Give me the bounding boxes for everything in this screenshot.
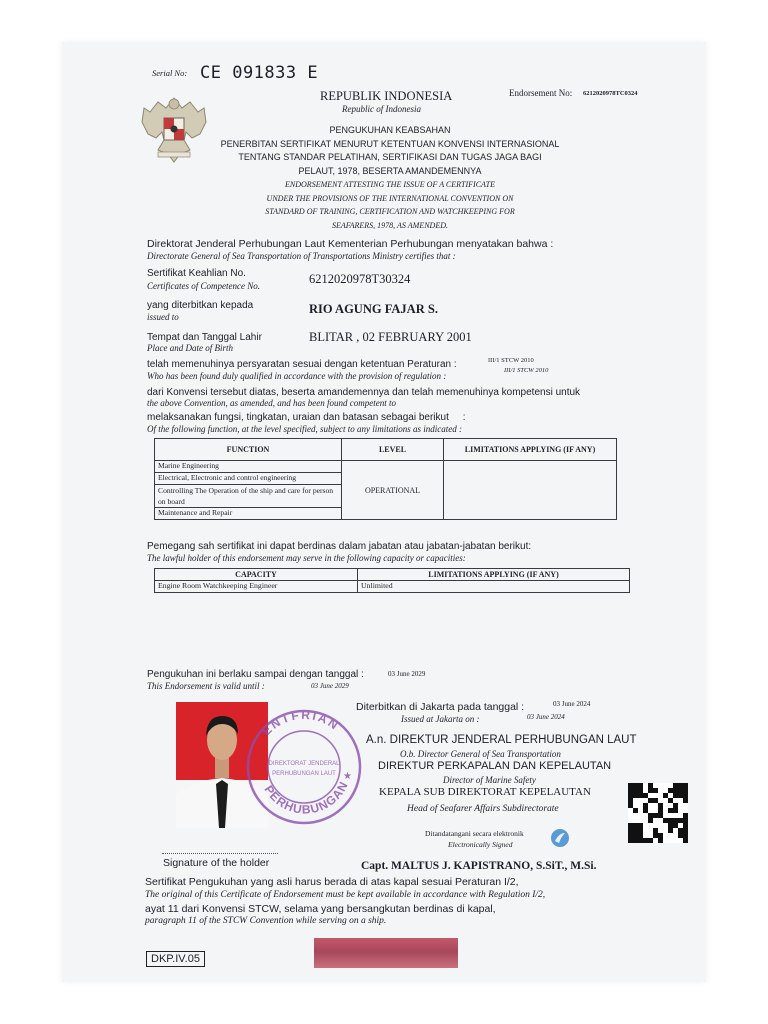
serial-number: CE 091833 E	[200, 63, 319, 83]
convention-text-en: the above Convention, as amended, and has been found competent to	[147, 398, 396, 408]
issue-date-en: 03 June 2024	[527, 713, 565, 721]
qr-module	[648, 818, 653, 823]
issued-text-en: Issued at Jakarta on :	[401, 714, 480, 724]
country-title-en: Republic of Indonesia	[342, 104, 421, 114]
qualified-text-en: Who has been found duly qualified in accordance with the provision of regulation :	[147, 371, 447, 381]
signatory-line-6: Head of Seafarer Affairs Subdirectorate	[407, 804, 559, 814]
capacity-header: CAPACITY	[155, 569, 358, 581]
functions-intro-en: Of the following function, at the level specified, subject to any limitations as indicated :	[147, 424, 462, 434]
esign-label: Ditandatangani secara elektronik	[425, 829, 524, 838]
function-cell: Maintenance and Repair	[155, 508, 342, 520]
signatory-line-1: A.n. DIREKTUR JENDERAL PERHUBUNGAN LAUT	[366, 734, 637, 746]
issued-to-label-en: issued to	[147, 312, 179, 322]
footer-text-id-1: Sertifikat Pengukuhan yang asli harus berada di atas kapal sesuai Peraturan I/2,	[145, 876, 519, 888]
footer-text-id-2: ayat 11 dari Konvensi STCW, selama yang bersangkutan berdinas di kapal,	[145, 903, 496, 915]
birth-label-en: Place and Date of Birth	[147, 343, 233, 353]
coc-label-en: Certificates of Competence No.	[147, 281, 260, 291]
convention-text-id: dari Konvensi tersebut diatas, beserta amandemennya dan telah memenuhinya kompetensi untuk	[147, 387, 581, 398]
endorsement-number: 6212020978TC0324	[583, 90, 638, 97]
limitations-header: LIMITATIONS APPLYING (IF ANY)	[444, 439, 617, 461]
validity-text-id: Pengukuhan ini berlaku sampai dengan tanggal :	[147, 669, 364, 680]
coc-label: Sertifikat Keahlian No.	[147, 268, 246, 279]
qr-module	[633, 808, 638, 813]
issued-text-id: Diterbitkan di Jakarta pada tanggal :	[356, 701, 525, 713]
table-row	[155, 581, 630, 593]
esign-badge-icon	[551, 829, 569, 847]
signatory-line-5: KEPALA SUB DIREKTORAT KEPELAUTAN	[379, 786, 591, 798]
capacity-limit-cell: Unlimited	[358, 581, 630, 593]
qr-module	[683, 838, 688, 843]
birth-value: BLITAR , 02 FEBRUARY 2001	[309, 330, 472, 344]
certifies-text-en: Directorate General of Sea Transportation of Transportations Ministry certifies that :	[147, 251, 456, 261]
endorsement-title-id: PENGUKUHAN KEABSAHAN PENERBITAN SERTIFIKAT MENURUT KETENTUAN KONVENSI INTERNASIONAL TENTANG STANDAR PELATIHAN, SERTIFIKASI DAN TUGAS JAGA BAGI PELAUT, 1978, BESERTA AMANDEMENNYA	[220, 125, 560, 176]
endorsement-label: Endorsement No:	[509, 88, 573, 98]
stamp-text-top: ENTFRIAN	[259, 707, 343, 739]
regulation-ref: III/1 STCW 2010	[488, 357, 534, 364]
footer-text-en-1: The original of this Certificate of Endorsement must be kept available in accordance with Regulation I/2,	[145, 890, 546, 900]
capacity-table	[154, 568, 630, 593]
stamp-inner-2: PERHUBUNGAN LAUT	[272, 771, 336, 777]
function-cell: Controlling The Operation of the ship and care for person on board	[155, 485, 342, 508]
endorsement-title-en: ENDORSEMENT ATTESTING THE ISSUE OF A CERTIFICATE UNDER THE PROVISIONS OF THE INTERNATIONAL CONVENTION ON STANDARD OF TRAINING, CERTIFICATION AND WATCHKEEPING FOR SEAFARERS, 1978, AS AMENDED.	[265, 180, 515, 230]
valid-until-date-en: 03 June 2029	[311, 682, 349, 690]
stamp-inner-1: DIREKTORAT JENDERAL	[268, 761, 340, 767]
birth-label: Tempat dan Tanggal Lahir	[147, 332, 262, 343]
holder-signature-label: Signature of the holder	[163, 857, 270, 869]
limitations-cell	[444, 461, 617, 520]
capacity-intro-id: Pemegang sah sertifikat ini dapat berdinas dalam jabatan atau jabatan-jabatan berikut:	[147, 541, 532, 552]
qualified-text-id: telah memenuhinya persyaratan sesuai dengan ketentuan Peraturan :	[147, 359, 457, 370]
issue-date: 03 June 2024	[553, 700, 591, 708]
esign-label-en: Electronically Signed	[448, 840, 513, 849]
signatory-line-4: Director of Marine Safety	[443, 775, 536, 785]
qr-module	[658, 838, 663, 843]
capacity-cell: Engine Room Watchkeeping Engineer	[155, 581, 358, 593]
functions-intro-id: melaksanakan fungsi, tingkatan, uraian dan batasan sebagai berikut :	[147, 412, 466, 423]
signatory-line-3: DIREKTUR PERKAPALAN DAN KEPELAUTAN	[378, 760, 612, 772]
issued-to-label: yang diterbitkan kepada	[147, 300, 254, 311]
capacity-intro-en: The lawful holder of this endorsement may serve in the following capacity or capacities:	[147, 553, 466, 563]
function-cell: Marine Engineering	[155, 461, 342, 473]
official-stamp	[238, 701, 364, 831]
regulation-ref-en: III/1 STCW 2010	[504, 367, 549, 374]
holder-name: RIO AGUNG FAJAR S.	[309, 302, 438, 316]
security-strip	[314, 938, 458, 968]
qr-module	[673, 808, 678, 813]
stamp-text-bottom: PERHUBUNGAN	[261, 778, 351, 817]
valid-until-date: 03 June 2029	[388, 670, 426, 678]
function-cell: Electrical, Electronic and control engineering	[155, 473, 342, 485]
form-code: DKP.IV.05	[146, 951, 205, 967]
signature-line	[162, 853, 278, 854]
coc-number: 6212020978T30324	[309, 272, 411, 286]
certifies-text-id: Direktorat Jenderal Perhubungan Laut Kementerian Perhubungan menyatakan bahwa :	[147, 238, 554, 250]
signatory-name: Capt. MALTUS J. KAPISTRANO, S.SiT., M.Si.	[361, 860, 597, 872]
country-title: REPUBLIK INDONESIA	[320, 89, 453, 103]
stamp-star-icon: ★	[343, 771, 352, 782]
signatory-line-2: O.b. Director General of Sea Transportation	[400, 749, 561, 759]
level-header: LEVEL	[342, 439, 444, 461]
qr-module	[683, 798, 688, 803]
qr-code	[628, 783, 688, 843]
capacity-limitations-header: LIMITATIONS APPLYING (IF ANY)	[358, 569, 630, 581]
qr-module	[653, 788, 658, 793]
serial-label: Serial No:	[152, 68, 188, 78]
footer-text-en-2: paragraph 11 of the STCW Convention while serving on a ship.	[145, 916, 387, 926]
qr-module	[668, 828, 673, 833]
level-cell: OPERATIONAL	[342, 461, 444, 520]
function-header: FUNCTION	[155, 439, 342, 461]
function-table	[154, 438, 617, 520]
validity-text-en: This Endorsement is valid until :	[147, 681, 265, 691]
qr-module	[648, 838, 653, 843]
